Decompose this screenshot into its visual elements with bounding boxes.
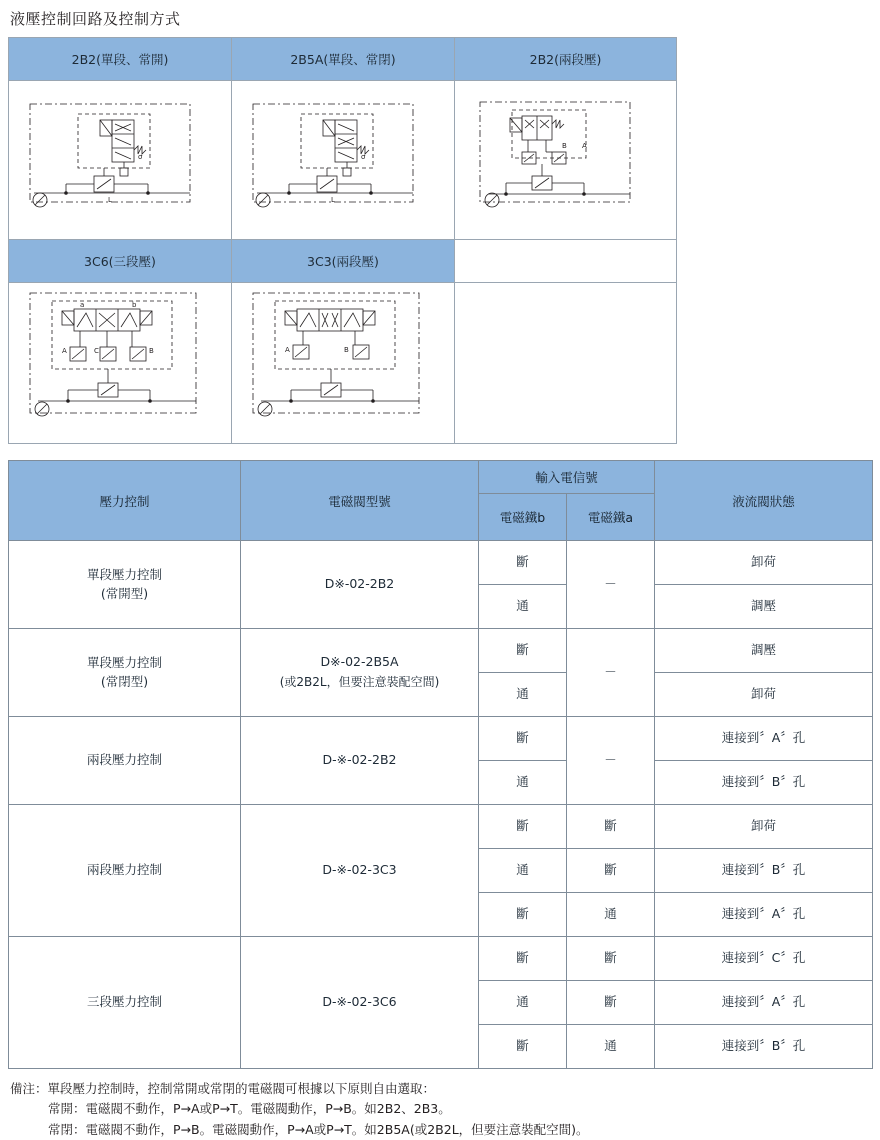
cell-solenoid-b-4-0: 斷	[479, 805, 567, 849]
cell-solenoid-b-4-2: 斷	[479, 893, 567, 937]
model-label-1: D※-02-2B2	[324, 576, 395, 592]
cell-control-4	[9, 805, 241, 937]
cell-solenoid-a-3: －	[567, 717, 655, 805]
cell-solenoid-b-5-2: 斷	[479, 1025, 567, 1069]
cell-solenoid-b-4-1: 通	[479, 849, 567, 893]
symbol-diagram-2b5a-closed	[232, 81, 455, 240]
cell-solenoid-b-1-0: 斷	[479, 541, 567, 585]
cell-state-1-1: 調壓	[655, 585, 873, 629]
symbol-header-2b2-two-stage: 2B2(兩段壓)	[455, 38, 677, 81]
cell-control-5	[9, 937, 241, 1069]
symbol-header-empty	[455, 240, 677, 283]
header-pressure-control: 壓力控制	[9, 461, 241, 541]
footnote-line-2: 常開：電磁閥不動作，P→A或P→T。電磁閥動作，P→B。如2B2、2B3。	[48, 1101, 451, 1117]
cell-model-1	[241, 541, 479, 629]
cell-state-3-0: 連接到〞A〞孔	[655, 717, 873, 761]
svg-text:b: b	[132, 301, 137, 309]
symbol-diagram-2b2-two-stage	[455, 81, 677, 240]
symbol-header-3c6-three-stage: 3C6(三段壓)	[9, 240, 232, 283]
cell-state-4-0: 卸荷	[655, 805, 873, 849]
svg-text:B: B	[561, 142, 567, 150]
table-row	[9, 629, 873, 673]
cell-control-1	[9, 541, 241, 629]
circuit-diagram-3c6	[20, 283, 220, 443]
footnotes	[8, 1079, 872, 1140]
cell-solenoid-a-4-2: 通	[567, 893, 655, 937]
footnote-line-1: 備注：單段壓力控制時，控制常開或常閉的電磁閥可根據以下原則自由選取：	[10, 1081, 436, 1096]
cell-model-5	[241, 937, 479, 1069]
svg-text:σ: σ	[361, 153, 366, 161]
table-row	[9, 717, 873, 761]
cell-solenoid-b-2-1: 通	[479, 673, 567, 717]
model-label-3: D-※-02-2B2	[322, 752, 397, 768]
cell-solenoid-a-4-1: 斷	[567, 849, 655, 893]
svg-text:B: B	[344, 346, 349, 354]
control-label-1: 單段壓力控制	[86, 567, 162, 583]
control-label-2: 單段壓力控制	[86, 655, 162, 671]
cell-state-5-2: 連接到〞B〞孔	[655, 1025, 873, 1069]
header-solenoid-b: 電磁鐵b	[479, 494, 567, 541]
cell-control-3	[9, 717, 241, 805]
page-title: 液壓控制回路及控制方式	[10, 10, 181, 28]
cell-model-3	[241, 717, 479, 805]
control-label-4: 兩段壓力控制	[86, 862, 162, 878]
cell-solenoid-b-5-0: 斷	[479, 937, 567, 981]
symbol-diagram-row-2	[9, 283, 677, 444]
symbol-header-2b5a-closed: 2B5A(單段、常閉)	[232, 38, 455, 81]
control-sublabel-2: (常閉型)	[100, 673, 149, 689]
control-label-3: 兩段壓力控制	[86, 752, 162, 768]
circuit-diagram-2b2-open	[20, 90, 220, 230]
footnote-line-3: 常閉：電磁閥不動作，P→B。電磁閥動作，P→A或P→T。如2B5A(或2B2L，但要注意裝配空間)。	[48, 1121, 589, 1137]
model-note-2: (或2B2L，但要注意裝配空間)	[279, 675, 440, 690]
table-header-row-1	[9, 461, 873, 494]
svg-text:B: B	[149, 347, 154, 355]
symbol-header-row-2	[9, 240, 677, 283]
model-label-2: D※-02-2B5A	[320, 654, 399, 670]
cell-state-5-1: 連接到〞A〞孔	[655, 981, 873, 1025]
symbol-diagram-3c6	[9, 283, 232, 444]
header-solenoid-a: 電磁鐵a	[567, 494, 655, 541]
circuit-diagram-2b5a-closed	[243, 90, 443, 230]
cell-model-2	[241, 629, 479, 717]
svg-text:L: L	[331, 196, 335, 204]
svg-text:C: C	[94, 347, 99, 355]
svg-text:A: A	[62, 347, 67, 355]
cell-control-2	[9, 629, 241, 717]
cell-state-3-1: 連接到〞B〞孔	[655, 761, 873, 805]
cell-solenoid-b-1-1: 通	[479, 585, 567, 629]
cell-solenoid-a-1: －	[567, 541, 655, 629]
control-sublabel-1: (常開型)	[100, 585, 149, 601]
cell-state-2-1: 卸荷	[655, 673, 873, 717]
header-valve-model: 電磁閥型號	[241, 461, 479, 541]
table-row	[9, 805, 873, 849]
symbol-header-2b2-open: 2B2(單段、常開)	[9, 38, 232, 81]
circuit-diagram-2b2-two-stage	[466, 90, 666, 230]
pressure-control-table	[8, 460, 873, 1069]
cell-state-4-2: 連接到〞A〞孔	[655, 893, 873, 937]
header-valve-state: 液流閥狀態	[655, 461, 873, 541]
svg-text:σ: σ	[138, 153, 143, 161]
svg-text:a: a	[80, 301, 85, 309]
symbol-cell-empty	[455, 283, 677, 444]
symbol-header-3c3-two-stage: 3C3(兩段壓)	[232, 240, 455, 283]
symbol-diagram-2b2-open	[9, 81, 232, 240]
cell-state-5-0: 連接到〞C〞孔	[655, 937, 873, 981]
cell-solenoid-a-5-2: 通	[567, 1025, 655, 1069]
hydraulic-symbol-table	[8, 37, 677, 444]
cell-state-4-1: 連接到〞B〞孔	[655, 849, 873, 893]
model-label-4: D-※-02-3C3	[322, 862, 397, 878]
cell-state-2-0: 調壓	[655, 629, 873, 673]
cell-solenoid-a-2: －	[567, 629, 655, 717]
cell-solenoid-a-5-1: 斷	[567, 981, 655, 1025]
cell-solenoid-b-3-0: 斷	[479, 717, 567, 761]
control-label-5: 三段壓力控制	[86, 994, 162, 1010]
model-label-5: D-※-02-3C6	[322, 994, 397, 1010]
cell-solenoid-b-2-0: 斷	[479, 629, 567, 673]
header-input-signal: 輸入電信號	[479, 461, 655, 494]
cell-model-4	[241, 805, 479, 937]
symbol-diagram-row-1	[9, 81, 677, 240]
table-row	[9, 937, 873, 981]
symbol-diagram-3c3	[232, 283, 455, 444]
svg-text:L: L	[108, 196, 112, 204]
symbol-header-row-1	[9, 38, 677, 81]
svg-text:A: A	[285, 346, 290, 354]
circuit-diagram-3c3	[243, 283, 443, 443]
cell-solenoid-b-5-1: 通	[479, 981, 567, 1025]
table-row	[9, 541, 873, 585]
cell-solenoid-a-4-0: 斷	[567, 805, 655, 849]
svg-text:A: A	[581, 142, 587, 150]
cell-state-1-0: 卸荷	[655, 541, 873, 585]
cell-solenoid-a-5-0: 斷	[567, 937, 655, 981]
cell-solenoid-b-3-1: 通	[479, 761, 567, 805]
